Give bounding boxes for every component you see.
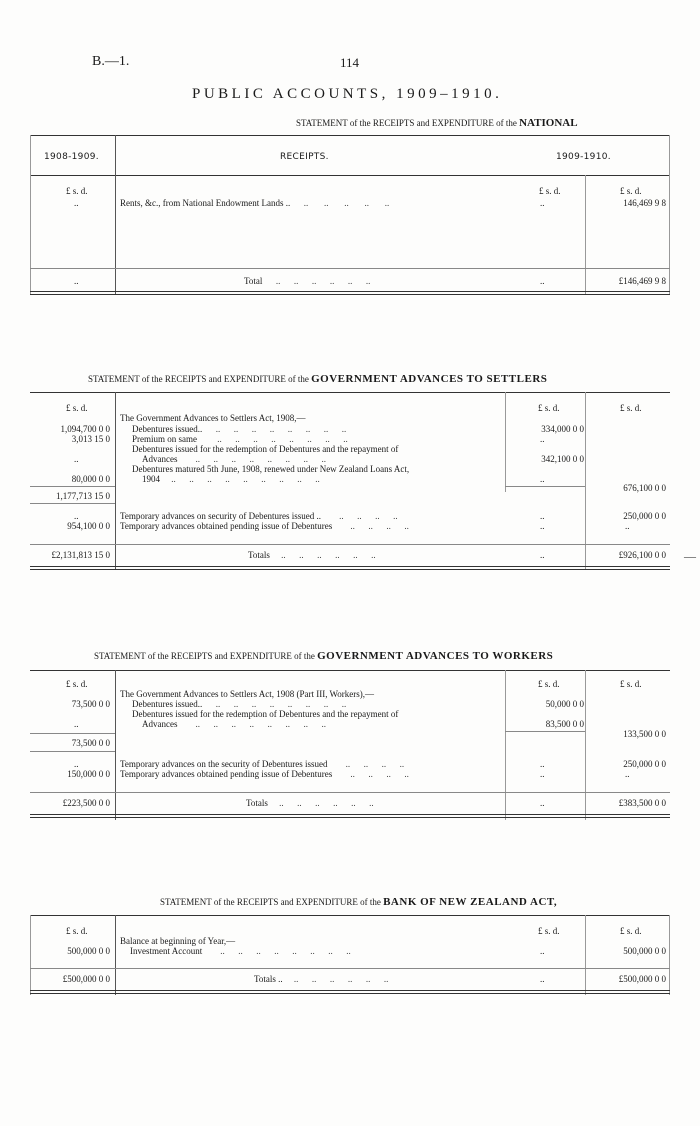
s2-r1-text: Debentures issued.. .. .. .. .. .. .. .. .. bbox=[132, 424, 347, 434]
s2-title-bold: GOVERNMENT ADVANCES TO SETTLERS bbox=[311, 373, 548, 385]
s2-r4-inner: 342,100 0 0 bbox=[541, 454, 584, 464]
s3-total-rule bbox=[30, 792, 670, 793]
s2-t1-text: Temporary advances on security of Debentures issued .. .. .. .. .. bbox=[120, 511, 398, 521]
page-title: PUBLIC ACCOUNTS, 1909–1910. bbox=[192, 86, 503, 102]
s2-inner-sub-rule bbox=[505, 486, 585, 487]
s2-r4-text: Advances .. .. .. .. .. .. .. .. bbox=[142, 454, 326, 464]
s2-t2-text: Temporary advances obtained pending issue of Debentures .. .. .. .. bbox=[120, 521, 409, 531]
s1-head-rule bbox=[30, 175, 670, 176]
s1-total-outer: £146,469 9 8 bbox=[618, 276, 666, 286]
s2-r6-text: 1904 .. .. .. .. .. .. .. .. .. bbox=[142, 474, 320, 484]
s3-total-left: £223,500 0 0 bbox=[62, 798, 110, 808]
s3-r1-label: Debentures issued.. bbox=[132, 699, 203, 709]
s1-lsd-inner: £ s. d. bbox=[539, 186, 561, 196]
s4-row-left: 500,000 0 0 bbox=[67, 946, 110, 956]
s2-subtotal-left: 1,177,713 15 0 bbox=[56, 491, 110, 501]
s2-total-label: Totals bbox=[248, 550, 270, 560]
s2-t2-label: Temporary advances obtained pending issue of Debentures bbox=[120, 521, 333, 531]
s2-t2-inner: .. bbox=[540, 521, 545, 531]
s4-balance: Balance at beginning of Year,— bbox=[120, 936, 236, 946]
s2-bottom-rule bbox=[30, 566, 670, 570]
s2-t2-outer: .. bbox=[625, 521, 630, 531]
s1-vline-2 bbox=[585, 175, 586, 295]
s3-title bbox=[94, 650, 553, 662]
s2-t1-left: .. bbox=[74, 511, 79, 521]
s1-row1-label: Rents, &c., from National Endowment Lands .. bbox=[120, 198, 291, 208]
s1-row1-left: .. bbox=[74, 198, 79, 208]
s1-lsd-left: £ s. d. bbox=[66, 186, 88, 196]
s1-title-bold: NATIONAL bbox=[519, 117, 578, 129]
s2-t2-left: 954,100 0 0 bbox=[67, 521, 110, 531]
s3-lsd-left: £ s. d. bbox=[66, 679, 88, 689]
s3-vline-2 bbox=[505, 670, 506, 820]
s4-row-inner: .. bbox=[540, 946, 545, 956]
s1-row1-inner: .. bbox=[540, 198, 545, 208]
s3-total-label-wrap: Totals .. .. .. .. .. .. bbox=[246, 798, 374, 808]
s1-total-left: .. bbox=[74, 276, 79, 286]
s3-inner-sub-rule bbox=[505, 731, 585, 732]
s4-top-rule bbox=[30, 915, 670, 916]
s2-sub-rule-top bbox=[30, 486, 115, 487]
s1-col-left-head: 1908-1909. bbox=[44, 152, 99, 162]
s1-col-mid-head: RECEIPTS. bbox=[280, 152, 329, 162]
s2-total-left: £2,131,813 15 0 bbox=[51, 550, 110, 560]
s3-t1-text: Temporary advances on the security of Debentures issued .. .. .. .. bbox=[120, 759, 405, 769]
s3-lsd-outer: £ s. d. bbox=[620, 679, 642, 689]
s1-bottom-rule bbox=[30, 291, 670, 295]
s3-t1-left: .. bbox=[74, 759, 79, 769]
s3-top-rule bbox=[30, 670, 670, 671]
s4-lsd-inner: £ s. d. bbox=[538, 926, 560, 936]
s2-sub-rule-bottom bbox=[30, 503, 115, 504]
s2-lsd-inner: £ s. d. bbox=[538, 403, 560, 413]
s4-title bbox=[160, 896, 557, 908]
s1-total-rule bbox=[30, 268, 670, 269]
s4-total-outer: £500,000 0 0 bbox=[618, 974, 666, 984]
page-reference: B.—1. bbox=[92, 54, 130, 69]
s4-lsd-outer: £ s. d. bbox=[620, 926, 642, 936]
s4-total-label-wrap: Totals .. .. .. .. .. .. .. bbox=[254, 974, 389, 984]
s1-row1-text: Rents, &c., from National Endowment Lands .. .. .. .. .. .. bbox=[120, 198, 390, 208]
s3-subtotal-left: 73,500 0 0 bbox=[71, 738, 110, 748]
s2-lsd-left: £ s. d. bbox=[66, 403, 88, 413]
s2-r4-left: .. bbox=[74, 454, 79, 464]
s3-total-label: Totals bbox=[246, 798, 268, 808]
s4-total-label: Totals .. bbox=[254, 974, 283, 984]
s3-r3-inner: 83,500 0 0 bbox=[545, 719, 584, 729]
s3-vline-3 bbox=[585, 670, 586, 820]
s3-bottom-rule bbox=[30, 814, 670, 818]
s2-r2-text: Premium on same .. .. .. .. .. .. .. .. bbox=[132, 434, 348, 444]
s4-vline-1 bbox=[115, 915, 116, 995]
s2-r3-text: Debentures issued for the redemption of Debentures and the repayment of bbox=[132, 444, 399, 454]
s2-r1-label: Debentures issued.. bbox=[132, 424, 203, 434]
s2-title bbox=[88, 373, 547, 385]
s3-r3-left: .. bbox=[74, 719, 79, 729]
s4-row-text: Investment Account .. .. .. .. .. .. .. .. bbox=[130, 946, 351, 956]
s1-vline-1 bbox=[115, 135, 116, 295]
s2-total-inner: .. bbox=[540, 550, 545, 560]
s3-total-inner: .. bbox=[540, 798, 545, 808]
s4-vline-2 bbox=[585, 915, 586, 995]
s1-vline-right bbox=[669, 135, 670, 295]
s2-top-rule bbox=[30, 392, 670, 393]
s1-total-label-wrap: Total .. .. .. .. .. .. bbox=[244, 276, 371, 286]
s3-sub-rule-bottom bbox=[30, 751, 115, 752]
s1-vline-left bbox=[30, 135, 31, 295]
s3-sub-rule-top bbox=[30, 733, 115, 734]
s2-total-outer: £926,100 0 0 bbox=[618, 550, 666, 560]
s3-total-outer: £383,500 0 0 bbox=[618, 798, 666, 808]
s2-r6-inner: .. bbox=[540, 474, 545, 484]
s3-lsd-inner: £ s. d. bbox=[538, 679, 560, 689]
page-number: 114 bbox=[340, 55, 360, 70]
s4-total-inner: .. bbox=[540, 974, 545, 984]
s3-t2-text: Temporary advances obtained pending issue of Debentures .. .. .. .. bbox=[120, 769, 409, 779]
s3-act: The Government Advances to Settlers Act, 1908 (Part III, Workers),— bbox=[120, 689, 375, 699]
s2-r1-inner: 334,000 0 0 bbox=[541, 424, 584, 434]
s2-lsd-outer: £ s. d. bbox=[620, 403, 642, 413]
s3-r1-left: 73,500 0 0 bbox=[71, 699, 110, 709]
s2-r5-text: Debentures matured 5th June, 1908, renewed under New Zealand Loans Act, bbox=[132, 464, 410, 474]
s2-r2-left: 3,013 15 0 bbox=[71, 434, 110, 444]
s2-total-rule bbox=[30, 544, 670, 545]
s2-act: The Government Advances to Settlers Act, 1908,— bbox=[120, 413, 306, 423]
s3-subtotal-outer: 133,500 0 0 bbox=[623, 729, 666, 739]
s3-title-prefix: STATEMENT of the RECEIPTS and EXPENDITURE of the bbox=[94, 651, 315, 661]
s2-r2-inner: .. bbox=[540, 434, 545, 444]
s3-t1-label: Temporary advances on the security of Debentures issued bbox=[120, 759, 328, 769]
s4-total-rule bbox=[30, 968, 670, 969]
s2-vline-2 bbox=[505, 392, 506, 492]
s2-total-label-wrap: Totals .. .. .. .. .. .. bbox=[248, 550, 376, 560]
s1-title bbox=[296, 117, 578, 129]
s2-subtotal-outer: 676,100 0 0 bbox=[623, 483, 666, 493]
s4-vline-right bbox=[669, 915, 670, 995]
s3-vline-1 bbox=[115, 670, 116, 820]
s3-t2-left: 150,000 0 0 bbox=[67, 769, 110, 779]
margin-mark: — bbox=[684, 549, 696, 563]
s2-r6-left: 80,000 0 0 bbox=[71, 474, 110, 484]
s1-title-prefix: STATEMENT of the RECEIPTS and EXPENDITURE of the bbox=[296, 118, 517, 128]
s3-r1-text: Debentures issued.. .. .. .. .. .. .. .. .. bbox=[132, 699, 347, 709]
s4-total-left: £500,000 0 0 bbox=[62, 974, 110, 984]
s4-bottom-rule bbox=[30, 990, 670, 994]
s4-row-outer: 500,000 0 0 bbox=[623, 946, 666, 956]
s3-t2-outer: .. bbox=[625, 769, 630, 779]
s1-top-rule bbox=[30, 135, 670, 136]
s2-t1-inner: .. bbox=[540, 511, 545, 521]
s4-row-label: Investment Account bbox=[130, 946, 203, 956]
s3-r2-text: Debentures issued for the redemption of Debentures and the repayment of bbox=[132, 709, 399, 719]
s4-title-bold: BANK OF NEW ZEALAND ACT, bbox=[383, 896, 558, 908]
s1-total-label: Total bbox=[244, 276, 263, 286]
s2-title-prefix: STATEMENT of the RECEIPTS and EXPENDITURE of the bbox=[88, 374, 309, 384]
s2-t1-outer: 250,000 0 0 bbox=[623, 511, 666, 521]
s1-row1-outer: 146,469 9 8 bbox=[623, 198, 666, 208]
s3-t1-inner: .. bbox=[540, 759, 545, 769]
s2-r6-label: 1904 bbox=[142, 474, 160, 484]
s2-r4-label: Advances bbox=[142, 454, 178, 464]
s3-t2-inner: .. bbox=[540, 769, 545, 779]
s3-r3-label: Advances bbox=[142, 719, 178, 729]
s3-t2-label: Temporary advances obtained pending issue of Debentures bbox=[120, 769, 333, 779]
s2-r1-left: 1,094,700 0 0 bbox=[60, 424, 110, 434]
s4-lsd-left: £ s. d. bbox=[66, 926, 88, 936]
s1-lsd-outer: £ s. d. bbox=[620, 186, 642, 196]
s2-r2-label: Premium on same bbox=[132, 434, 197, 444]
s1-total-inner: .. bbox=[540, 276, 545, 286]
s3-t1-outer: 250,000 0 0 bbox=[623, 759, 666, 769]
s2-t1-label: Temporary advances on security of Debentures issued .. bbox=[120, 511, 322, 521]
s4-title-prefix: STATEMENT of the RECEIPTS and EXPENDITURE of the bbox=[160, 897, 381, 907]
s1-col-right-head: 1909-1910. bbox=[556, 152, 611, 162]
s3-r3-text: Advances .. .. .. .. .. .. .. .. bbox=[142, 719, 326, 729]
s3-title-bold: GOVERNMENT ADVANCES TO WORKERS bbox=[317, 650, 554, 662]
s3-r1-inner: 50,000 0 0 bbox=[545, 699, 584, 709]
